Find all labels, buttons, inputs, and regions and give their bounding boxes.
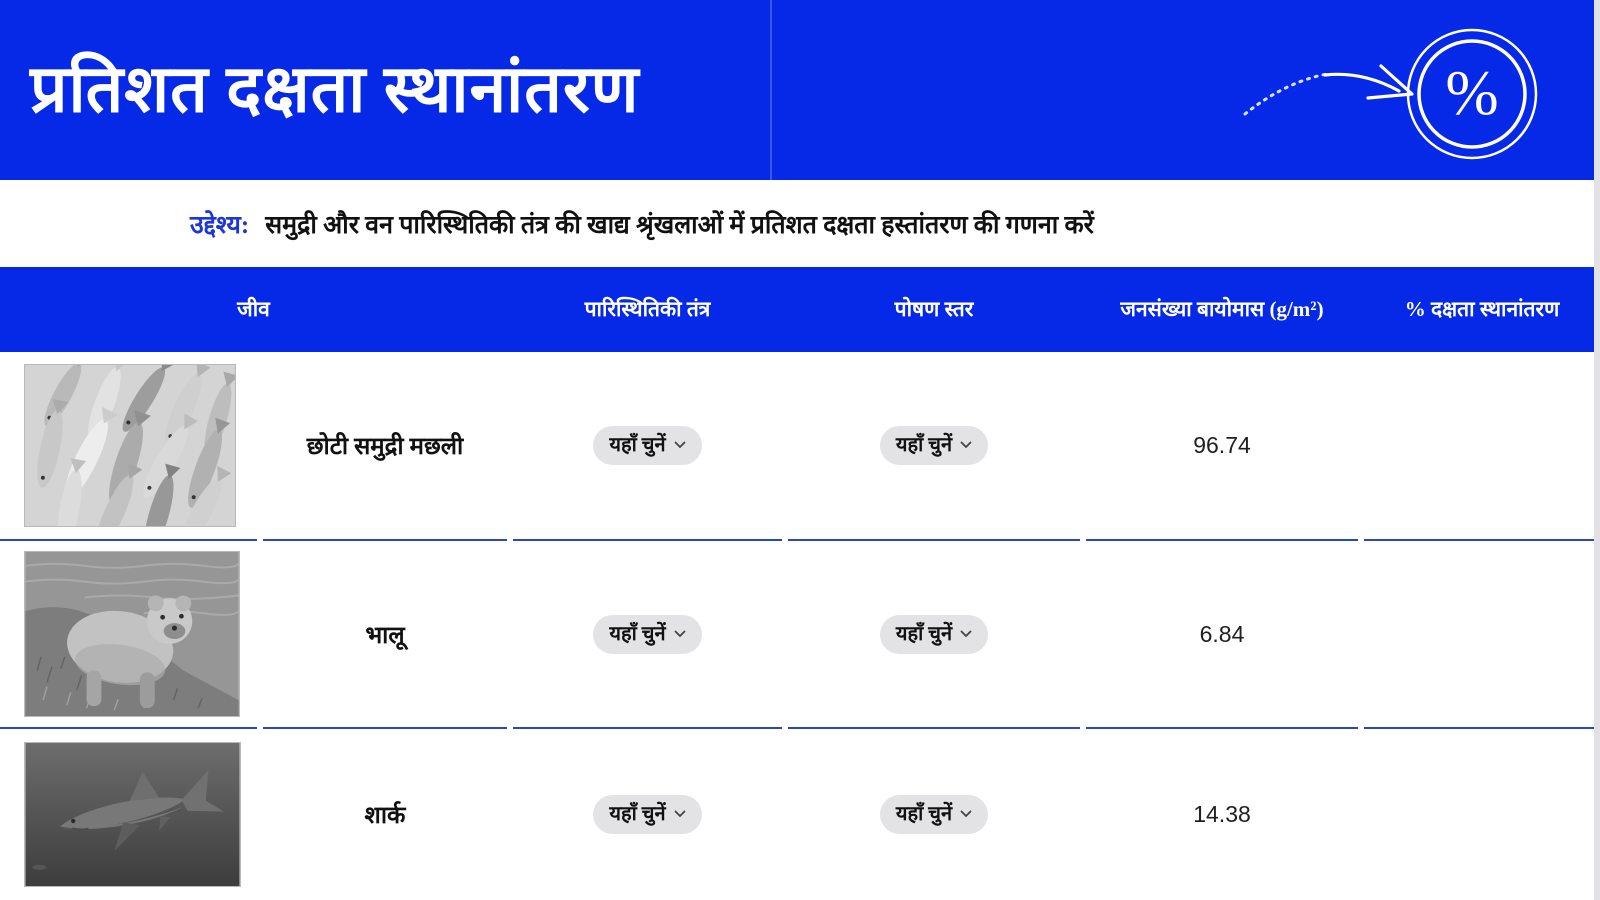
chevron-down-icon [674, 441, 686, 449]
organism-name-cell [263, 729, 507, 900]
fish-pile-photo [24, 364, 236, 527]
biomass-value: 6.84 [1199, 620, 1245, 647]
organism-name: शार्क [364, 803, 406, 829]
biomass-cell [1086, 541, 1358, 729]
biomass-cell [1086, 729, 1358, 900]
ecosystem-select[interactable] [593, 615, 701, 654]
organism-name: भालू [365, 622, 405, 649]
page-right-edge [1594, 0, 1600, 900]
select-label: यहाँ चुनें [895, 803, 953, 825]
percent-symbol: % [1445, 57, 1499, 128]
header-seam-divider [770, 0, 772, 180]
trophic-select[interactable] [880, 426, 988, 465]
organism-image-cell [0, 352, 257, 541]
page-title: प्रतिशत दक्षता स्थानांतरण [30, 53, 640, 127]
select-label: यहाँ चुनें [609, 434, 666, 456]
objective-text: समुद्री और वन पारिस्थितिकी तंत्र की खाद्य श्रृंखलाओं में प्रतिशत दक्षता हस्तांतरण की गणना करें [265, 211, 1094, 239]
bear-photo [24, 551, 240, 717]
biomass-value: 96.74 [1193, 432, 1251, 458]
trophic-cell [788, 541, 1080, 729]
biomass-cell [1086, 352, 1358, 541]
column-header-biomass: जनसंख्या बायोमास (g/m²) [1120, 296, 1324, 321]
trophic-cell [788, 729, 1080, 900]
organism-name-cell [263, 541, 507, 729]
organism-image-cell [0, 541, 257, 729]
efficiency-cell [1364, 541, 1600, 729]
organism-name: छोटी समुद्री मछली [306, 434, 464, 460]
objective-label: उद्देश्य: [190, 211, 250, 239]
shark-photo [24, 742, 241, 887]
column-header-ecosystem: पारिस्थितिकी तंत्र [584, 296, 711, 321]
percent-badge-icon [1404, 26, 1540, 162]
efficiency-cell [1364, 352, 1600, 541]
chevron-down-icon [674, 630, 686, 638]
objective-bar [0, 180, 1600, 267]
select-label: यहाँ चुनें [609, 803, 666, 825]
app-header [0, 0, 1600, 180]
column-header-organism: जीव [237, 296, 270, 321]
trophic-select[interactable] [880, 615, 988, 654]
ecosystem-cell [513, 541, 782, 729]
chevron-down-icon [960, 630, 972, 638]
table-header-row [0, 267, 1600, 352]
chevron-down-icon [674, 810, 686, 818]
ecosystem-cell [513, 729, 782, 900]
biomass-value: 14.38 [1193, 801, 1251, 827]
arrow-icon [1215, 50, 1420, 130]
ecosystem-select[interactable] [593, 795, 701, 834]
table-row [0, 729, 1600, 900]
table-row [0, 541, 1600, 729]
select-label: यहाँ चुनें [895, 622, 953, 645]
trophic-cell [788, 352, 1080, 541]
organism-image-cell [0, 729, 257, 900]
ecosystem-select[interactable] [593, 426, 701, 465]
column-header-efficiency: % दक्षता स्थानांतरण [1404, 296, 1560, 321]
chevron-down-icon [960, 810, 972, 818]
column-header-trophic-level: पोषण स्तर [894, 296, 974, 321]
select-label: यहाँ चुनें [895, 434, 953, 456]
select-label: यहाँ चुनें [609, 622, 666, 645]
efficiency-cell [1364, 729, 1600, 900]
ecosystem-cell [513, 352, 782, 541]
table-row [0, 352, 1600, 541]
chevron-down-icon [960, 441, 972, 449]
trophic-select[interactable] [880, 795, 988, 834]
organism-name-cell [263, 352, 507, 541]
